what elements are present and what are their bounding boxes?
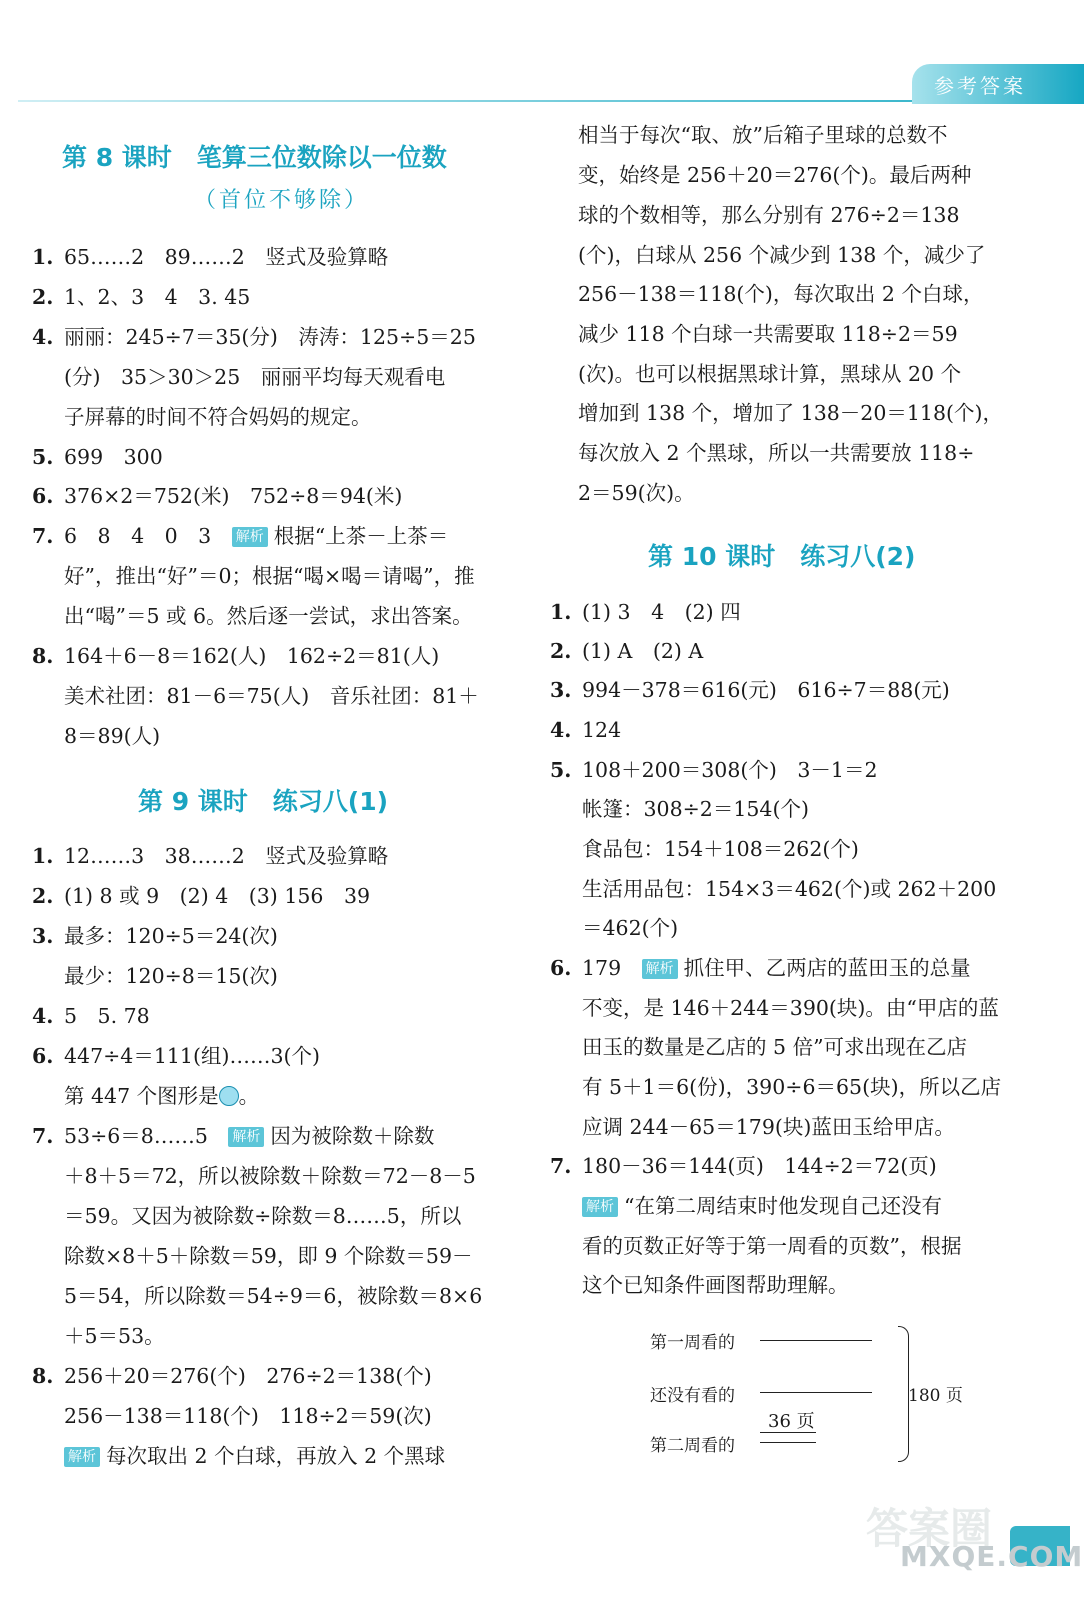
answer-line: ＝59。又因为被除数÷除数＝8……5，所以 (64, 1204, 462, 1228)
watermark-logo: 答案圈 (866, 1504, 993, 1553)
not-read-bar (760, 1392, 872, 1393)
circle-shape-icon (219, 1086, 239, 1106)
answer-line: (1) A (2) A (582, 639, 704, 663)
answer-line: 699 300 (64, 445, 163, 469)
answer-line: 增加到 138 个，增加了 138－20＝118(个)， (578, 401, 1004, 425)
answer-line: 减少 118 个白球一共需要取 118÷2＝59 (578, 322, 958, 346)
answer-line: 田玉的数量是乙店的 5 倍”可求出现在乙店 (582, 1035, 968, 1059)
answer-line: 子屏幕的时间不符合妈妈的规定。 (64, 405, 372, 429)
item-number: 6. (32, 484, 54, 508)
diagram-total-label: 180 页 (908, 1386, 963, 1406)
answer-line: 应调 244－65＝179(块)蓝田玉给甲店。 (582, 1115, 955, 1139)
item-number: 4. (32, 325, 54, 349)
item-number: 7. (32, 524, 54, 548)
answer-line: 124 (582, 718, 622, 742)
answer-line: 8＝89(人) (64, 724, 161, 748)
item-number: 7. (32, 1124, 54, 1148)
answer-line: 有 5＋1＝6(份)，390÷6＝65(块)，所以乙店 (582, 1075, 1002, 1099)
answer-line: 食品包：154＋108＝262(个) (582, 837, 859, 861)
item-number: 4. (550, 718, 572, 742)
item-number: 5. (550, 758, 572, 782)
item-number: 1. (32, 245, 54, 269)
answer-line: 除数×8＋5＋除数＝59，即 9 个除数＝59－ (64, 1244, 473, 1268)
analysis-tag: 解析 (64, 1447, 100, 1467)
answer-line: 53÷6＝8……5 解析 因为被除数＋除数 (64, 1124, 435, 1148)
answer-line: 108＋200＝308(个) 3－1＝2 (582, 758, 878, 782)
item-number: 2. (32, 884, 54, 908)
answer-line: 变，始终是 256＋20＝276(个)。最后两种 (578, 163, 972, 187)
answer-line: 这个已知条件画图帮助理解。 (582, 1273, 849, 1297)
answer-line: 第 447 个图形是 。 (64, 1084, 260, 1108)
item-number: 2. (32, 285, 54, 309)
answer-line: 65……2 89……2 竖式及验算略 (64, 245, 389, 269)
diagram-label-second: 第二周看的 (650, 1436, 735, 1456)
answer-line: 解析 每次取出 2 个白球，再放入 2 个黑球 (64, 1442, 445, 1470)
item-number: 2. (550, 639, 572, 663)
diagram-label-notyet: 还没有看的 (650, 1386, 735, 1406)
answer-line: 每次放入 2 个黑球，所以一共需要放 118÷ (578, 441, 975, 465)
diagram-segment-label: 36 页 (768, 1411, 815, 1432)
answer-line: ＋5＝53。 (64, 1324, 165, 1348)
item-number: 5. (32, 445, 54, 469)
answer-line: 1、2、3 4 3. 45 (64, 285, 251, 309)
answer-line: 256＋20＝276(个) 276÷2＝138(个) (64, 1364, 432, 1388)
answer-badge: 参考答案 (912, 64, 1084, 104)
lesson-8-subtitle: （首位不够除） (194, 188, 370, 213)
answer-line: (个)，白球从 256 个减少到 138 个，减少了 (578, 243, 986, 267)
answer-line: 最少：120÷8＝15(次) (64, 964, 278, 988)
answer-line: 出“喝”＝5 或 6。然后逐一尝试，求出答案。 (64, 604, 473, 628)
answer-line: (次)。也可以根据黑球计算，黑球从 20 个 (578, 362, 962, 386)
item-number: 3. (550, 678, 572, 702)
analysis-tag: 解析 (232, 527, 268, 547)
lesson-8-title: 第 8 课时 笔算三位数除以一位数 (62, 143, 447, 172)
item-number: 1. (32, 844, 54, 868)
diagram-label-first: 第一周看的 (650, 1333, 735, 1353)
answer-line: 447÷4＝111(组)……3(个) (64, 1044, 321, 1068)
header-rule (18, 100, 923, 102)
answer-line: 179 解析 抓住甲、乙两店的蓝田玉的总量 (582, 956, 971, 980)
answer-line: 994－378＝616(元) 616÷7＝88(元) (582, 678, 950, 702)
item-number: 6. (32, 1044, 54, 1068)
lesson-10-title: 第 10 课时 练习八(2) (648, 542, 916, 571)
lesson-9-title: 第 9 课时 练习八(1) (138, 787, 389, 816)
second-week-bar-bottom (760, 1442, 816, 1443)
answer-line: 不变，是 146＋244＝390(块)。由“甲店的蓝 (582, 996, 999, 1020)
answer-line: 5＝54，所以除数＝54÷9＝6，被除数＝8×6 (64, 1284, 483, 1308)
answer-line: 256－138＝118(个) 118÷2＝59(次) (64, 1404, 432, 1428)
item-number: 8. (32, 1364, 54, 1388)
answer-line: (分) 35＞30＞25 丽丽平均每天观看电 (64, 365, 446, 389)
analysis-tag: 解析 (582, 1197, 618, 1217)
answer-line: 看的页数正好等于第一周看的页数”，根据 (582, 1234, 962, 1258)
answer-line: ＋8＋5＝72，所以被除数＋除数＝72－8－5 (64, 1164, 476, 1188)
answer-line: 164＋6－8＝162(人) 162÷2＝81(人) (64, 644, 440, 668)
answer-line: (1) 8 或 9 (2) 4 (3) 156 39 (64, 884, 371, 908)
answer-line: 5 5. 78 (64, 1004, 150, 1028)
answer-line: 2＝59(次)。 (578, 481, 695, 505)
item-number: 4. (32, 1004, 54, 1028)
item-number: 1. (550, 600, 572, 624)
answer-line: 180－36＝144(页) 144÷2＝72(页) (582, 1154, 937, 1178)
answer-line: 256－138＝118(个)，每次取出 2 个白球， (578, 282, 984, 306)
first-week-bar (760, 1340, 872, 1341)
answer-line: 球的个数相等，那么分别有 276÷2＝138 (578, 203, 960, 227)
analysis-tag: 解析 (228, 1127, 264, 1147)
second-week-bar-top (760, 1432, 816, 1433)
item-number: 3. (32, 924, 54, 948)
answer-line: 丽丽：245÷7＝35(分) 涛涛：125÷5＝25 (64, 325, 476, 349)
item-number: 6. (550, 956, 572, 980)
answer-line: 解析 “在第二周结束时他发现自己还没有 (582, 1192, 942, 1220)
answer-line: 376×2＝752(米) 752÷8＝94(米) (64, 484, 403, 508)
answer-line: (1) 3 4 (2) 四 (582, 600, 741, 624)
answer-line: 好”，推出“好”＝0；根据“喝×喝＝请喝”，推 (64, 564, 475, 588)
answer-line: 12……3 38……2 竖式及验算略 (64, 844, 389, 868)
segment-diagram (650, 1320, 980, 1460)
answer-line: 帐篷：308÷2＝154(个) (582, 797, 809, 821)
answer-line: ＝462(个) (582, 916, 679, 940)
answer-line: 最多：120÷5＝24(次) (64, 924, 278, 948)
item-number: 7. (550, 1154, 572, 1178)
watermark-site: MXQE.COM (900, 1540, 1084, 1573)
item-number: 8. (32, 644, 54, 668)
answer-line: 生活用品包：154×3＝462(个)或 262＋200 (582, 877, 997, 901)
answer-line: 相当于每次“取、放”后箱子里球的总数不 (578, 123, 948, 147)
answer-line: 美术社团：81－6＝75(人) 音乐社团：81＋ (64, 684, 479, 708)
answer-line: 6 8 4 0 3 解析 根据“上茶－上茶＝ (64, 524, 449, 548)
analysis-tag: 解析 (642, 959, 678, 979)
